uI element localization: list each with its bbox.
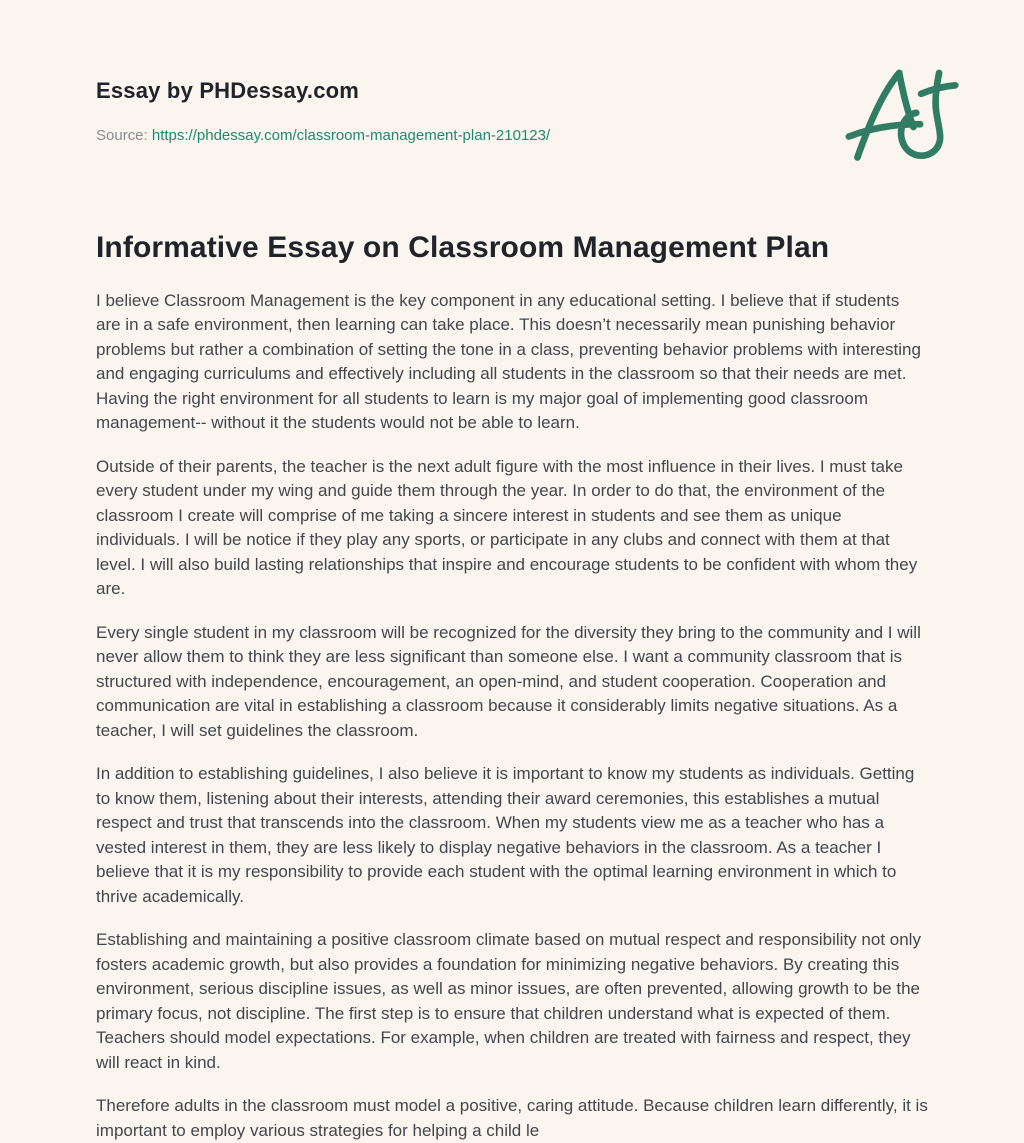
essay-paragraph-3: Every single student in my classroom will be recognized for the diversity they bring to the community and I will never allow them to think they are less significant than someone else. I want a community classroom that is structured with independence, encouragement, an open-mind, and student cooperation. Cooperation and communication are vital in establishing a classroom because it considerably limits negative situations. As a teacher, I will set guidelines the classroom. (96, 622, 921, 740)
essay-content (96, 231, 928, 1143)
essay-paragraph-4: In addition to establishing guidelines, I also believe it is important to know my students as individuals. Getting to know them, listening about their interests, attending their award ceremonies, this establishes a mutual respect and trust that transcends into the classroom. When my students view me as a teacher who has a vested interest in them, they are less likely to display negative behaviors in the classroom. As a teacher I believe that it is my responsibility to provide each student with the optimal learning environment in which to thrive academically. (96, 764, 915, 906)
source-line (96, 127, 928, 145)
page-header (96, 78, 928, 145)
essay-paragraph-5: Establishing and maintaining a positive classroom climate based on mutual respect and responsibility not only fosters academic growth, but also provides a foundation for minimizing negative behaviors. By creating this environment, serious discipline issues, as well as minor issues, are often prevented, allowing growth to be the primary focus, not discipline. The first step is to ensure that children understand what is expected of them. Teachers should model expectations. For example, when children are treated with fairness and respect, they will react in kind. (96, 930, 921, 1072)
source-link[interactable]: https://phdessay.com/classroom-management-plan-210123/ (151, 127, 551, 145)
essay-body (96, 289, 928, 1143)
essay-paragraph-1: I believe Classroom Management is the key component in any educational setting. I believe that if students are in a safe environment, then learning can take place. This doesn’t necessarily mean punishing behavior problems but rather a combination of setting the tone in a class, preventing behavior problems with interesting and engaging curriculums and effectively including all students in the classroom so that their needs are met. Having the right environment for all students to learn is my major goal of implementing good classroom management-- without it the students would not be able to learn. (96, 290, 921, 433)
site-header: Essay by PHDessay.com (96, 78, 360, 103)
a-plus-logo (846, 62, 960, 176)
essay-paragraph-6: Therefore adults in the classroom must model a positive, caring attitude. Because children learn differently, it is important to employ various strategies for helping a child le (96, 1096, 928, 1140)
a-plus-logo-icon (846, 62, 960, 176)
essay-title: Informative Essay on Classroom Management Plan (96, 231, 830, 265)
essay-paragraph-2: Outside of their parents, the teacher is the next adult figure with the most influence in their lives. I must take every student under my wing and guide them through the year. In order to do that, the environment of the classroom I create will comprise of me taking a sincere interest in students and see them as unique individuals. I will be notice if they play any sports, or participate in any clubs and connect with them at that level. I will also build lasting relationships that inspire and encourage students to be confident with whom they are. (96, 456, 918, 599)
source-label: Source: (96, 127, 148, 145)
